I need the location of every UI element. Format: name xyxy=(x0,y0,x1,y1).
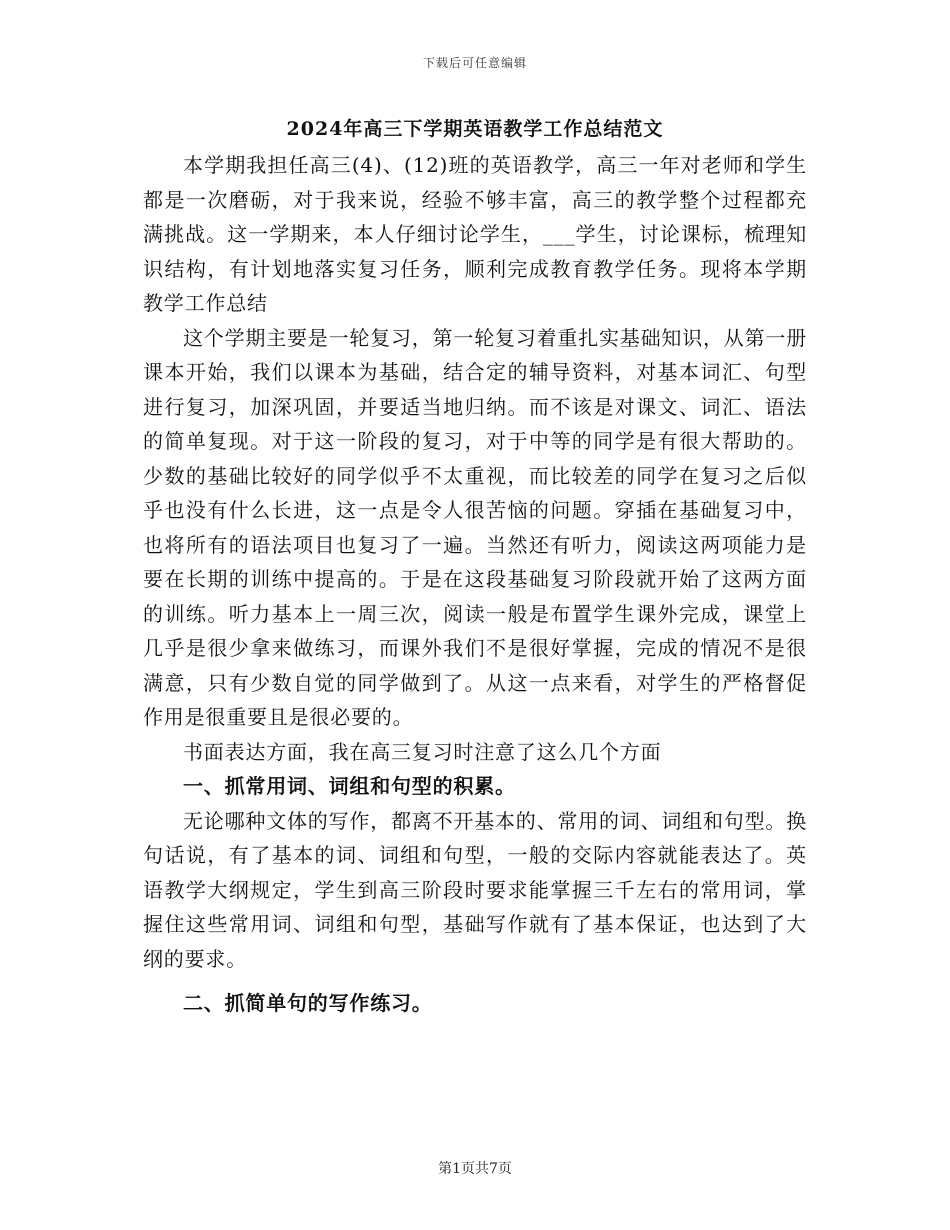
paragraph-writing-intro: 书面表达方面，我在高三复习时注意了这么几个方面 xyxy=(183,739,662,764)
header-note: 下载后可任意编辑 xyxy=(422,56,527,70)
section-heading-2: 二、抓简单句的写作练习。 xyxy=(183,991,433,1015)
paragraph-intro: 本学期我担任高三(4)、(12)班的英语教学，高三一年对老师和学生都是一次磨砺，对于我来说，经验不够丰富，高三的教学整个过程都充满挑战。这一学期来，本人仔细讨论学生，___学生，讨论课标，梳理知识结构，有计划地落实复习任务，顺利完成教育教学任务。现将本学期教学工作总结 xyxy=(143,153,807,315)
page-indicator: 第1页共7页 xyxy=(438,1161,512,1177)
paragraph-review: 这个学期主要是一轮复习，第一轮复习着重扎实基础知识，从第一册课本开始，我们以课本为基础，结合定的辅导资料，对基本词汇、句型进行复习，加深巩固，并要适当地归纳。而不该是对课文、词汇、语法的简单复现。对于这一阶段的复习，对于中等的同学是有很大帮助的。少数的基础比较好的同学似乎不太重视，而比较差的同学在复习之后似乎也没有什么长进，这一点是令人很苦恼的问题。穿插在基础复习中，也将所有的语法项目也复习了一遍。当然还有听力，阅读这两项能力是要在长期的训练中提高的。于是在这段基础复习阶段就开始了这两方面的训练。听力基本上一周三次，阅读一般是布置学生课外完成，课堂上几乎是很少拿来做练习，而课外我们不是很好掌握，完成的情况不是很满意，只有少数自觉的同学做到了。从这一点来看，对学生的严格督促作用是很重要且是很必要的。 xyxy=(143,325,807,729)
section-heading-1: 一、抓常用词、词组和句型的积累。 xyxy=(183,774,516,798)
paragraph-vocabulary: 无论哪种文体的写作，都离不开基本的、常用的词、词组和句型。换句话说，有了基本的词、词组和句型，一般的交际内容就能表达了。英语教学大纲规定，学生到高三阶段时要求能掌握三千左右的常用词，掌握住这些常用词、词组和句型，基础写作就有了基本保证，也达到了大纲的要求。 xyxy=(143,808,807,971)
document-body xyxy=(143,148,807,1021)
document-title: 2024年高三下学期英语教学工作总结范文 xyxy=(286,118,664,140)
